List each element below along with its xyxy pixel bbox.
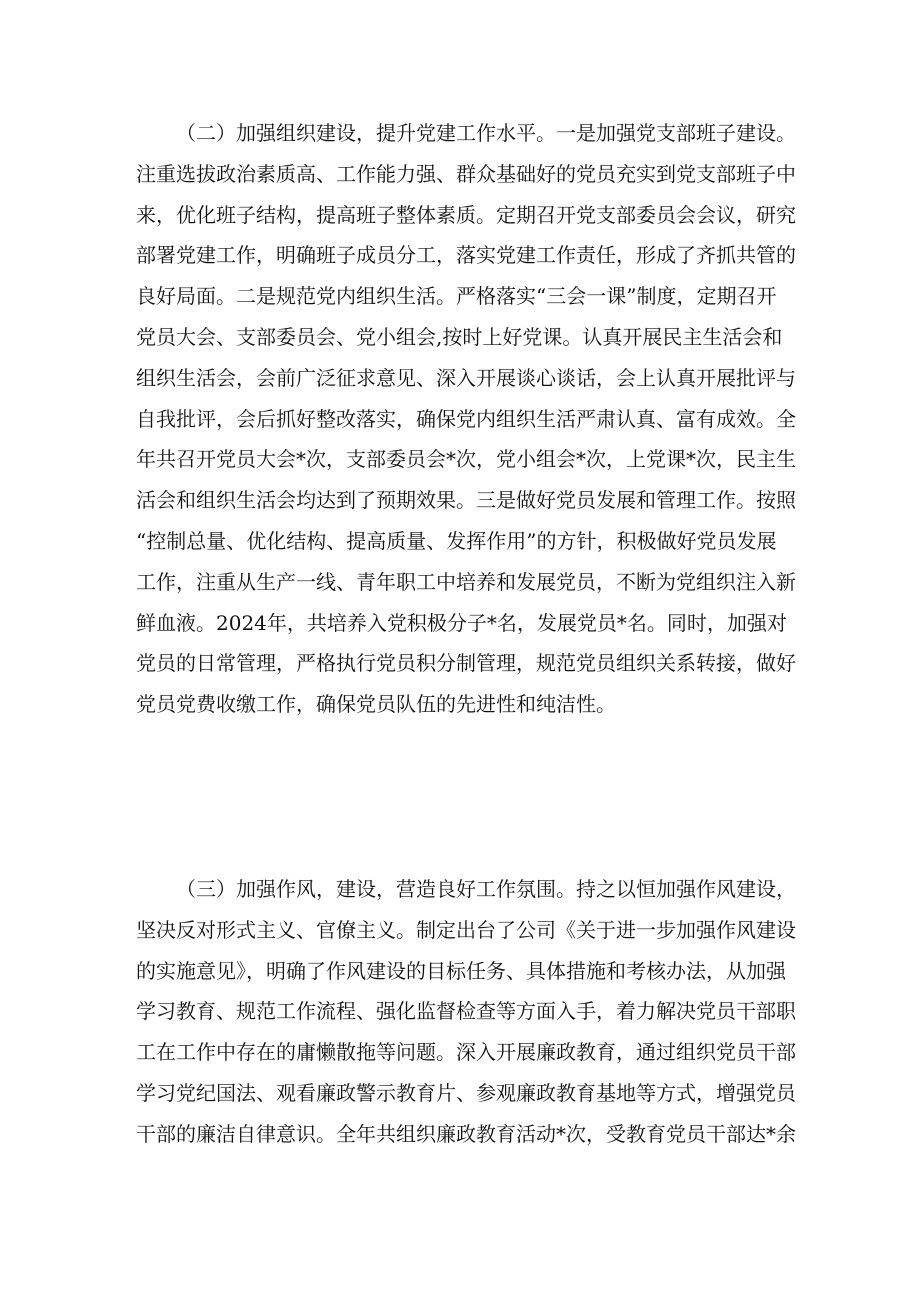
paragraph-line: 党员大会、支部委员会、党小组会,按时上好党课。认真开展民主生活会和 [136, 324, 783, 349]
paragraph-line: 工在工作中存在的庸懒散拖等问题。深入开展廉政教育，通过组织党员干部 [136, 1040, 796, 1065]
paragraph-line: 的实施意见》，明确了作风建设的目标任务、具体措施和考核办法，从加强 [136, 958, 786, 983]
paragraph-line: 部署党建工作，明确班子成员分工，落实党建工作责任，形成了齐抓共管的 [136, 243, 796, 268]
paragraph-line: 党员的日常管理，严格执行党员积分制管理，规范党员组织关系转接，做好 [136, 651, 796, 676]
paragraph-organization-building [136, 113, 796, 725]
paragraph-line: 注重选拔政治素质高、工作能力强、群众基础好的党员充实到党支部班子中 [136, 161, 796, 186]
paragraph-line: 工作，注重从生产一线、青年职工中培养和发展党员，不断为党组织注入新 [136, 569, 796, 594]
paragraph-line: （二）加强组织建设，提升党建工作水平。一是加强党支部班子建设。 [176, 121, 796, 145]
paragraph-line: 年共召开党员大会*次，支部委员会*次，党小组会*次，上党课*次，民主生 [136, 447, 796, 472]
paragraph-line: 学习党纪国法、观看廉政警示教育片、参观廉政教育基地等方式，增强党员 [136, 1080, 796, 1105]
paragraph-line: （三）加强作风，建设，营造良好工作氛围。持之以恒加强作风建设， [176, 877, 796, 901]
paragraph-line: 活会和组织生活会均达到了预期效果。三是做好党员发展和管理工作。按照 [136, 488, 796, 513]
paragraph-work-style [136, 869, 796, 1155]
paragraph-line: 鲜血液。2024年，共培养入党积极分子*名，发展党员*名。同时，加强对 [136, 610, 787, 635]
paragraph-line: 良好局面。二是规范党内组织生活。严格落实“三会一课”制度，定期召开 [136, 284, 777, 309]
paragraph-line: 来，优化班子结构，提高班子整体素质。定期召开党支部委员会会议，研究 [136, 202, 796, 227]
paragraph-line: 坚决反对形式主义、官僚主义。制定出台了公司《关于进一步加强作风建设 [136, 917, 796, 942]
paragraph-line: 组织生活会，会前广泛征求意见、深入开展谈心谈话，会上认真开展批评与 [136, 365, 796, 390]
paragraph-line: 自我批评，会后抓好整改落实，确保党内组织生活严肃认真、富有成效。全 [136, 406, 796, 431]
paragraph-line: 学习教育、规范工作流程、强化监督检查等方面入手，着力解决党员干部职 [136, 999, 796, 1024]
paragraph-line: “控制总量、优化结构、提高质量、发挥作用”的方针，积极做好党员发展 [136, 528, 777, 553]
paragraph-line: 干部的廉洁自律意识。全年共组织廉政教育活动*次，受教育党员干部达*余 [136, 1121, 796, 1146]
paragraph-line: 党员党费收缴工作，确保党员队伍的先进性和纯洁性。 [136, 692, 616, 717]
